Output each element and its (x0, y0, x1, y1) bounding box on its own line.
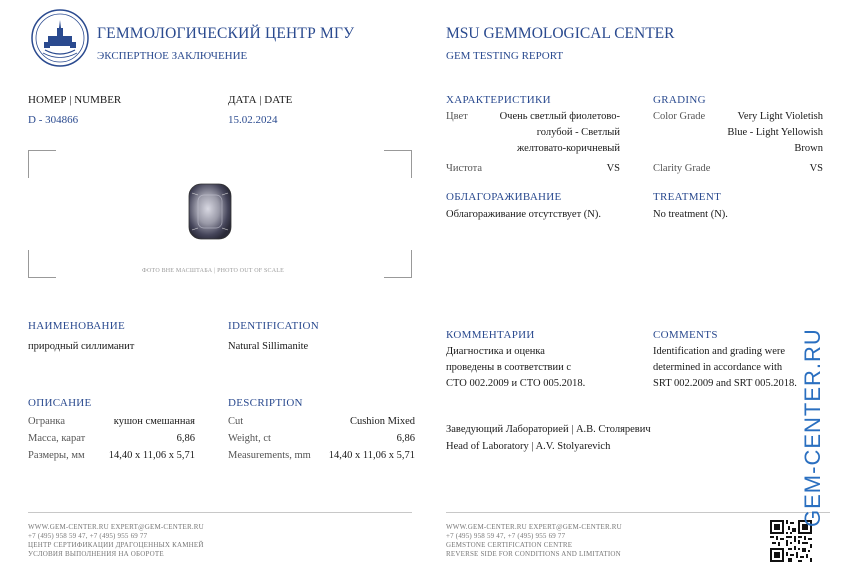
cut-row-en (228, 416, 415, 427)
footer-divider-left (28, 512, 412, 513)
treatment-heading-en: TREATMENT (653, 191, 722, 203)
cut-label-ru: Огранка (28, 416, 66, 427)
cut-row-ru (28, 416, 195, 427)
comments-en-line2: determined in accordance with (653, 362, 783, 373)
treatment-heading-ru: ОБЛАГОРАЖИВАНИЕ (446, 191, 562, 203)
footer-right (446, 523, 622, 559)
date-value: 15.02.2024 (228, 114, 278, 126)
comments-ru-line1: Диагностика и оценка (446, 346, 545, 357)
footer-left-center: ЦЕНТР СЕРТИФИКАЦИИ ДРАГОЦЕННЫХ КАМНЕЙ (28, 541, 204, 549)
cut-value-en: Cushion Mixed (349, 416, 415, 427)
footer-right-center: GEMSTONE CERTIFICATION CENTRE (446, 541, 573, 549)
weight-value-en: 6,86 (396, 433, 415, 444)
weight-label-en: Weight, ct (228, 433, 271, 444)
photo-caption: ФОТО ВНЕ МАСШТАБА | PHOTO OUT OF SCALE (142, 268, 284, 274)
color-grade-value-en (703, 109, 823, 157)
color-grade-value-en-line3: Brown (794, 143, 823, 154)
grading-heading-en: GRADING (653, 94, 706, 106)
gemstone-photo (188, 183, 232, 240)
number-label: НОМЕР | NUMBER (28, 94, 122, 106)
color-value-ru-line2: голубой - Светлый (536, 127, 620, 138)
footer-left (28, 523, 204, 559)
center-title-en: MSU GEMMOLOGICAL CENTER (446, 25, 675, 42)
number-value: D - 304866 (28, 114, 79, 126)
size-label-ru: Размеры, мм (28, 450, 85, 461)
identification-value-ru: природный силлиманит (28, 341, 135, 352)
identification-heading-en: IDENTIFICATION (228, 320, 319, 332)
color-grade-value-en-line2: Blue - Light Yellowish (727, 127, 823, 138)
cut-value-ru: кушон смешанная (113, 416, 195, 427)
size-row-ru (28, 450, 195, 461)
color-grade-label-en: Color Grade (653, 111, 706, 122)
characteristics-heading-ru: ХАРАКТЕРИСТИКИ (446, 94, 551, 106)
color-grade-value-en-line1: Very Light Violetish (737, 111, 823, 122)
measurements-value-en: 14,40 x 11,06 x 5,71 (328, 450, 415, 461)
footer-left-conditions: УСЛОВИЯ ВЫПОЛНЕНИЯ НА ОБОРОТЕ (28, 550, 164, 558)
signature-en: Head of Laboratory | A.V. Stolyarevich (446, 441, 611, 452)
center-title-ru: ГЕММОЛОГИЧЕСКИЙ ЦЕНТР МГУ (97, 25, 355, 42)
treatment-text-en: No treatment (N). (653, 209, 728, 220)
comments-text-en (653, 344, 797, 392)
color-label-ru: Цвет (446, 111, 468, 122)
brand-vertical-text: GEM-CENTER.RU (800, 328, 825, 527)
date-label: ДАТА | DATE (228, 94, 293, 106)
weight-row-en (228, 433, 415, 444)
footer-left-contacts: WWW.GEM-CENTER.RU EXPERT@GEM-CENTER.RU (28, 523, 204, 531)
treatment-text-ru: Облагораживание отсутствует (N). (446, 209, 601, 220)
identification-value-en: Natural Sillimanite (228, 341, 309, 352)
signature-ru: Заведующий Лабораторией | А.В. Столяревич (446, 424, 651, 435)
mass-row-ru (28, 433, 195, 444)
identification-heading-ru: НАИМЕНОВАНИЕ (28, 320, 126, 332)
measurements-label-en: Measurements, mm (228, 450, 311, 461)
msu-logo-icon (30, 8, 90, 68)
comments-en-line3: SRT 002.2009 and SRT 005.2018. (653, 378, 797, 389)
color-value-ru (470, 109, 620, 157)
report-subtitle-ru: ЭКСПЕРТНОЕ ЗАКЛЮЧЕНИЕ (97, 50, 248, 62)
measurements-row-en (228, 450, 415, 461)
clarity-grade-label-en: Clarity Grade (653, 163, 711, 174)
comments-en-line1: Identification and grading were (653, 346, 786, 357)
description-heading-ru: ОПИСАНИЕ (28, 397, 92, 409)
comments-ru-line2: проведены в соответствии с (446, 362, 572, 373)
footer-right-contacts: WWW.GEM-CENTER.RU EXPERT@GEM-CENTER.RU (446, 523, 622, 531)
footer-right-phones: +7 (495) 958 59 47, +7 (495) 955 69 77 (446, 532, 566, 540)
clarity-label-ru: Чистота (446, 163, 483, 174)
comments-text-ru (446, 344, 585, 392)
clarity-grade-value-en: VS (809, 163, 823, 174)
report-subtitle-en: GEM TESTING REPORT (446, 50, 564, 62)
comments-ru-line3: СТО 002.2009 и СТО 005.2018. (446, 378, 586, 389)
comments-heading-ru: КОММЕНТАРИИ (446, 329, 535, 341)
footer-divider-right (446, 512, 830, 513)
footer-right-conditions: REVERSE SIDE FOR CONDITIONS AND LIMITATION (446, 550, 621, 558)
color-value-ru-line1: Очень светлый фиолетово- (499, 111, 620, 122)
size-value-ru: 14,40 x 11,06 x 5,71 (108, 450, 195, 461)
cut-label-en: Cut (228, 416, 244, 427)
footer-left-phones: +7 (495) 958 59 47, +7 (495) 955 69 77 (28, 532, 148, 540)
clarity-value-ru: VS (606, 163, 620, 174)
color-value-ru-line3: желтовато-коричневый (516, 143, 620, 154)
mass-label-ru: Масса, карат (28, 433, 86, 444)
description-heading-en: DESCRIPTION (228, 397, 303, 409)
comments-heading-en: COMMENTS (653, 329, 718, 341)
mass-value-ru: 6,86 (176, 433, 195, 444)
